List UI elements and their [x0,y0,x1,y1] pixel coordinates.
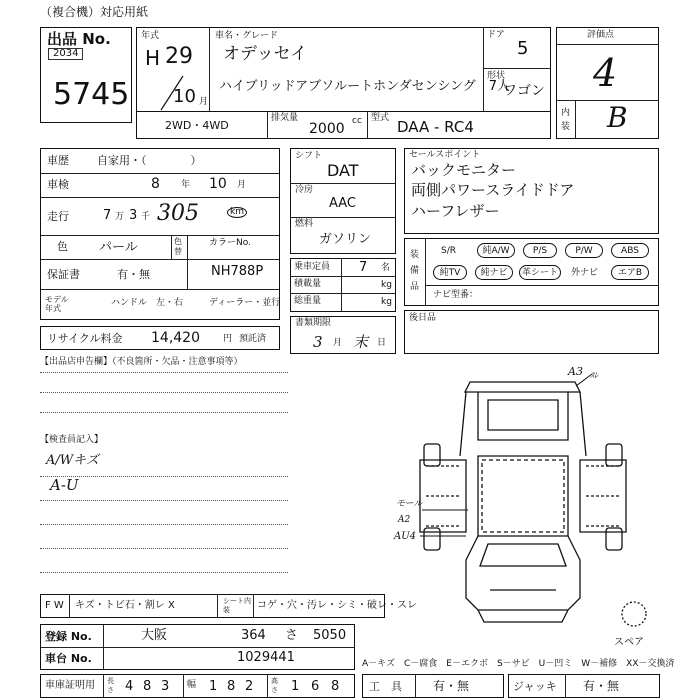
navi-model-label: ナビ型番： [433,290,479,300]
reg-class: 364 [241,628,266,643]
length-d1: 4 [125,679,134,694]
shape-label: 形状 [487,71,506,81]
damage-legend: A－キズ C－腐食 E－エクボ S－サビ U－凹ミ W－補修 XX－交換済 [362,659,675,669]
height-d2: 6 [311,679,320,694]
capacity-label: 乗車定員 [294,262,331,272]
fw-label: F W [45,600,64,611]
steering: ハンドル 左・右 [111,298,184,308]
sales-point-1: バックモニター [411,161,517,179]
month-unit: 月 [199,97,209,107]
sales-point-2: 両側パワースライドドア [411,181,575,199]
diagram-mark-side-2: A2 [398,515,411,525]
length-d2: 8 [143,679,152,694]
doors-value: 5 [517,38,529,59]
doc-box [290,316,396,354]
equip-alloy-wheels: 純A/W [477,243,515,258]
payload-unit: kg [381,280,392,290]
height-d3: 8 [331,679,340,694]
capacity-box [290,258,396,312]
drive-type: 2WD・4WD [165,119,229,132]
equip-aftermarket-navi: 外ナビ [571,268,599,278]
color-no-value: NH788P [211,264,264,279]
displacement-value: 2000 [309,121,345,137]
jack-label: ジャッキ [513,680,557,693]
history-label: 車歴 [47,154,69,167]
warranty-label: 保証書 [47,268,80,281]
inspector-note-1: A/Wキズ [46,453,99,468]
history-value: 自家用・（ ） [97,154,202,167]
mech-box [290,148,396,254]
cert-label: 車庫証明用 [45,680,95,691]
mileage-man-unit: 万 [115,212,125,222]
condition-box [40,594,417,618]
color-change-label: 色替 [174,237,182,256]
diagram-mark-side-1: モール [396,499,423,509]
doors-label: ドア [487,30,505,40]
lot-number: 5745 [53,77,130,112]
sales-points-label: セールスポイント [409,150,481,160]
equip-navi: 純ナビ [475,265,513,280]
doc-label: 書類期限 [295,318,332,328]
shift-label: シフト [295,151,323,161]
height-d1: 1 [291,679,300,694]
year-value: 29 [165,44,193,69]
inspector-note-2: A-U [50,476,79,494]
total-label: 総重量 [294,296,322,306]
chassis-number: 1029441 [237,650,295,665]
year-era: H [145,46,161,70]
displacement-unit: cc [352,116,362,126]
equip-abs: ABS [611,243,649,258]
tools-box [362,674,504,698]
score-label: 評価点 [587,30,615,40]
spec-row [136,111,551,139]
inspection-year: 8 [151,176,160,192]
reg-label: 登録 No. [45,630,92,643]
lot-label: 出品 No. [47,30,111,48]
capacity-unit: 名 [381,263,391,273]
interior-label: 内装 [561,108,571,132]
jack-value: 有・無 [583,679,620,693]
length-label: 長さ [107,677,114,694]
equip-airbag: エアB [611,265,649,280]
width-d1: 1 [209,679,218,694]
inspection-month: 10 [209,176,227,192]
jack-box [508,674,660,698]
equipment-box [404,238,659,306]
interior-value: B [607,101,628,134]
car-grade: ハイブリッドアブソルートホンダセンシング 7人 [219,79,511,94]
recycle-amount: 14,420 [151,330,200,346]
width-d2: 8 [227,679,236,694]
doc-month-unit: 月 [333,338,343,348]
inspector-label: 【検査員記入】 [40,435,104,445]
mileage-man: 7 [103,208,112,223]
equip-power-steering: P/S [523,243,557,258]
name-label: 車名・グレード [215,31,279,41]
doc-end: 末 [353,333,369,351]
equipment-label: 装備品 [410,250,420,292]
width-label: 幅 [187,680,197,690]
tools-label: 工 具 [369,680,402,693]
grade-box [556,27,659,139]
mileage-hand: 305 [157,201,199,226]
compatible-note: （複合機）対応用紙 [40,5,149,19]
warranty-value: 有・無 [117,268,150,281]
lot-box [40,27,132,123]
ac-label: 冷房 [295,185,314,195]
registration-box [40,624,355,670]
diagram-mark-side-3: AU4 [394,531,417,542]
fuel-label: 燃料 [295,219,314,229]
equip-power-windows: P/W [565,243,603,258]
color-value: パール [99,240,138,255]
car-name: オデッセイ [223,44,308,64]
recycle-box [40,326,280,350]
reg-kana: さ [285,628,299,643]
vehicle-box [136,27,551,113]
mileage-km: km [227,207,247,218]
displacement-label: 排気量 [271,113,299,123]
shape-value: ワゴン [503,83,545,99]
inspection-year-unit: 年 [181,180,191,190]
doc-month: 3 [313,333,323,351]
inspection-label: 車検 [47,178,69,191]
aftermarket-box [404,310,659,354]
recycle-unit: 円 [223,334,233,344]
diagram-mark-top: A3 [568,365,583,378]
model-year-label: モデル年式 [45,295,69,313]
recycle-label: リサイクル料金 [47,332,123,345]
fw-items: キズ・トビ石・割レ X [75,600,175,611]
reg-number: 5050 [313,628,347,643]
model-label: 型式 [371,113,390,123]
tools-value: 有・無 [433,679,470,693]
width-d3: 2 [245,679,254,694]
seat-label: シート内装 [223,597,251,614]
recycle-note: 預託済 [239,334,267,344]
inspection-month-unit: 月 [237,180,247,190]
mileage-sen: 3 [129,208,138,223]
seat-items: コゲ・穴・汚レ・シミ・破レ・スレ [257,600,417,611]
dealer: ディーラー・並行 [209,298,281,308]
sales-point-3: ハーフレザー [411,202,500,220]
score-value: 4 [593,51,618,95]
shift-value: DAT [327,161,359,180]
length-d3: 3 [161,679,170,694]
history-box [40,148,280,320]
dimensions-box [40,674,355,698]
spare-label: スペア [614,637,644,648]
reg-area: 大阪 [141,628,168,643]
equip-tv: 純TV [433,265,467,280]
model-value: DAA - RC4 [397,118,474,136]
payload-label: 積載量 [294,279,322,289]
capacity-value: 7 [359,260,368,275]
height-label: 高さ [271,677,278,694]
car-damage-diagram [380,360,670,650]
ac-value: AAC [329,196,356,211]
equip-sr: S/R [441,246,456,256]
color-label: 色 [57,240,68,253]
exhibitor-note-label: 【出品店申告欄】（不良箇所・欠品・注意事項等） [40,357,243,367]
mileage-label: 走行 [47,210,69,223]
fuel-value: ガソリン [319,232,372,247]
color-no-label: カラーNo. [209,238,251,248]
doc-day-unit: 日 [377,338,387,348]
sales-points-box [404,148,659,234]
diagram-mark-top-sub: ｽﾚ [590,371,598,380]
total-unit: kg [381,297,392,307]
equip-leather-seat: 革シート [519,265,561,280]
aftermarket-label: 後日品 [409,313,437,323]
year-label: 年式 [141,31,160,41]
lot-small: 2034 [48,48,83,60]
mileage-sen-unit: 千 [141,212,151,222]
month-value: 10 [173,86,196,107]
chassis-label: 車台 No. [45,652,92,665]
